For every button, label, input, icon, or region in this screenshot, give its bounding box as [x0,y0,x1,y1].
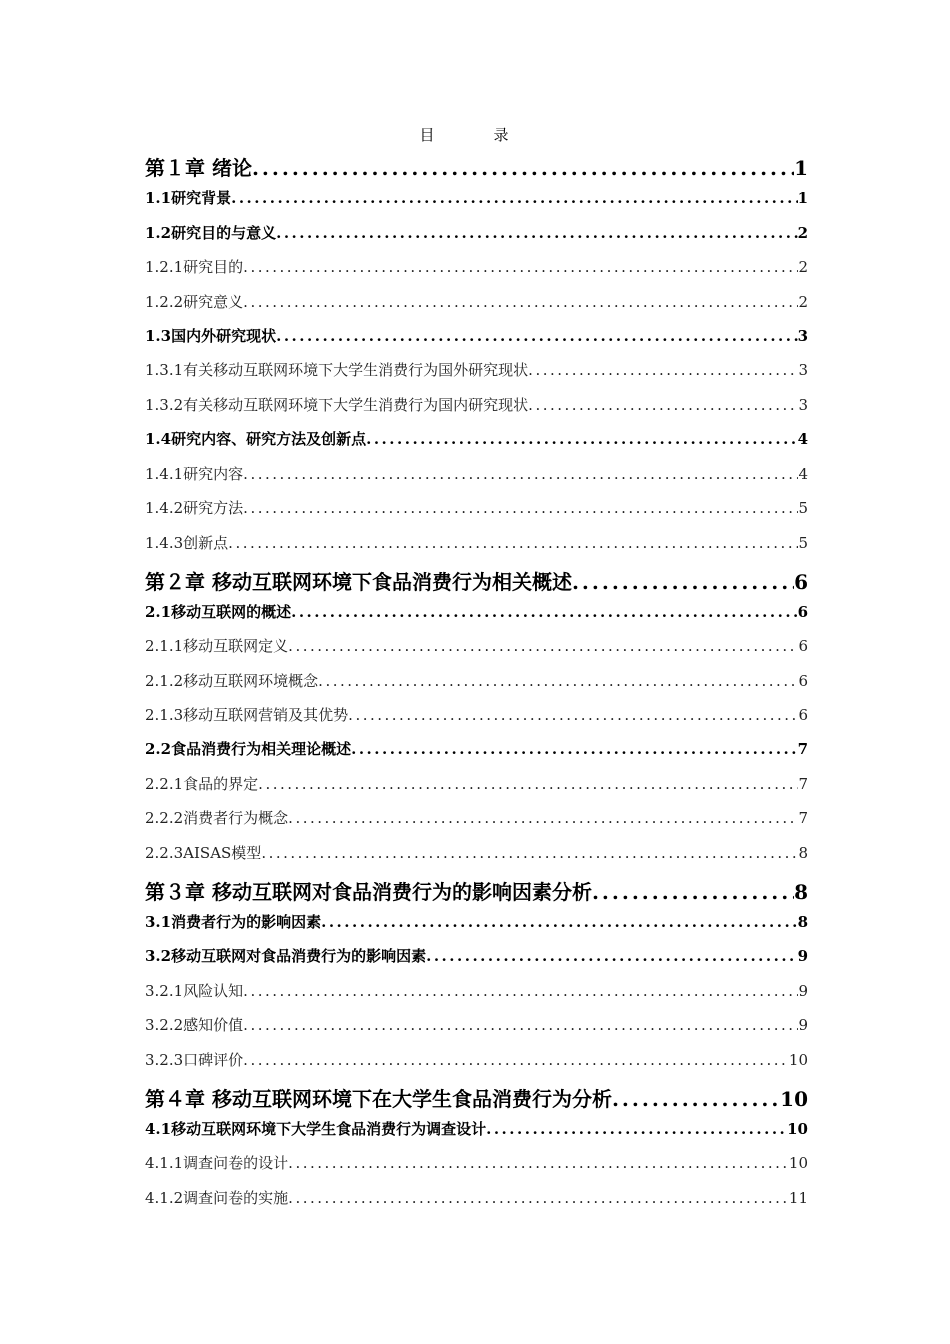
toc-entry[interactable] [145,1152,808,1173]
toc-entry-page-number: 9 [797,947,808,965]
toc-entry[interactable] [145,428,808,449]
toc-entry[interactable] [145,601,808,622]
toc-leader-dots [228,534,798,552]
toc-leader-dots [288,1154,789,1172]
toc-leader-dots [321,913,797,931]
toc-entry[interactable] [145,152,808,181]
toc-entry[interactable] [145,773,808,794]
toc-leader-dots [291,603,797,621]
toc-entry-label: 4.1.1调查问卷的设计 [145,1154,289,1172]
toc-entry[interactable] [145,876,808,905]
toc-entry[interactable] [145,325,808,346]
toc-entry-page-number: 10 [788,1154,808,1172]
toc-entry-label: 2.1.2移动互联网环境概念 [145,672,319,690]
toc-leader-dots [612,1087,780,1111]
toc-leader-dots [592,880,794,904]
toc-entry[interactable] [145,738,808,759]
toc-entry-page-number: 7 [798,775,808,793]
toc-leader-dots [572,570,794,594]
toc-entry-page-number: 10 [787,1120,808,1138]
toc-entry[interactable] [145,670,808,691]
toc-entry-page-number: 7 [798,809,808,827]
toc-entry[interactable] [145,222,808,243]
toc-entry-page-number: 5 [798,499,808,517]
toc-entry-label: 第３章 移动互联网对食品消费行为的影响因素分析 [145,880,592,904]
toc-leader-dots [288,637,798,655]
toc-entry-label: 3.2.3口碑评价 [145,1051,244,1069]
toc-entry-label: 1.2.1研究目的 [145,258,244,276]
toc-entry-label: 1.4研究内容、研究方法及创新点 [145,430,367,448]
toc-leader-dots [288,809,798,827]
toc-entry-page-number: 7 [797,740,808,758]
toc-entry-page-number: 6 [794,570,808,594]
toc-entry[interactable] [145,1049,808,1070]
toc-leader-dots [288,1189,789,1207]
toc-entry[interactable] [145,566,808,595]
toc-entry-page-number: 2 [797,224,808,242]
toc-leader-dots [258,775,798,793]
toc-leader-dots [243,465,798,483]
toc-entry-label: 4.1.2调查问卷的实施 [145,1189,289,1207]
toc-leader-dots [348,706,798,724]
toc-entry-page-number: 3 [797,327,808,345]
toc-entry-page-number: 8 [794,880,808,904]
toc-entry-label: 4.1移动互联网环境下大学生食品消费行为调查设计 [145,1120,487,1138]
toc-entry-label: 1.3.2有关移动互联网环境下大学生消费行为国内研究现状 [145,396,529,414]
toc-entry-label: 3.2.2感知价值 [145,1016,244,1034]
toc-entry-label: 1.1研究背景 [145,189,232,207]
toc-entry-label: 3.2.1风险认知 [145,982,244,1000]
toc-leader-dots [261,844,798,862]
toc-entry[interactable] [145,945,808,966]
toc-entry-page-number: 8 [797,913,808,931]
toc-entry-page-number: 6 [798,706,808,724]
toc-entry[interactable] [145,1118,808,1139]
toc-leader-dots [426,947,797,965]
toc-entry[interactable] [145,704,808,725]
toc-leader-dots [276,224,797,242]
toc-entry-label: 第１章 绪论 [145,156,252,180]
toc-leader-dots [243,1051,789,1069]
toc-entry-label: 2.2.1食品的界定 [145,775,259,793]
toc-entry-page-number: 2 [798,293,808,311]
toc-entry[interactable] [145,842,808,863]
toc-entry[interactable] [145,1083,808,1112]
toc-leader-dots [243,293,798,311]
toc-entry-label: 第２章 移动互联网环境下食品消费行为相关概述 [145,570,572,594]
toc-entry[interactable] [145,635,808,656]
toc-entry-label: 1.3国内外研究现状 [145,327,277,345]
toc-entry-label: 2.1移动互联网的概述 [145,603,292,621]
toc-entry[interactable] [145,532,808,553]
toc-entry-label: 3.1消费者行为的影响因素 [145,913,322,931]
toc-entry[interactable] [145,359,808,380]
toc-entry-page-number: 4 [798,465,808,483]
toc-entry-label: 2.2食品消费行为相关理论概述 [145,740,352,758]
toc-entry[interactable] [145,911,808,932]
toc-entry-page-number: 2 [798,258,808,276]
toc-leader-dots [243,982,798,1000]
toc-entry[interactable] [145,394,808,415]
toc-entry-label: 2.1.1移动互联网定义 [145,637,289,655]
toc-entry[interactable] [145,1187,808,1208]
toc-entry-label: 第４章 移动互联网环境下在大学生食品消费行为分析 [145,1087,612,1111]
toc-entry-label: 2.2.2消费者行为概念 [145,809,289,827]
toc-entry-page-number: 10 [788,1051,808,1069]
toc-entry-page-number: 9 [798,982,808,1000]
toc-leader-dots [366,430,797,448]
toc-entry-page-number: 8 [798,844,808,862]
toc-entry-label: 1.4.1研究内容 [145,465,244,483]
toc-title: 目 录 [419,126,531,144]
toc-entry-label: 3.2移动互联网对食品消费行为的影响因素 [145,947,427,965]
toc-leader-dots [276,327,797,345]
toc-leader-dots [486,1120,787,1138]
toc-leader-dots [243,499,798,517]
toc-entry[interactable] [145,807,808,828]
toc-entry[interactable] [145,463,808,484]
toc-leader-dots [243,258,798,276]
toc-entry-page-number: 11 [788,1189,808,1207]
toc-leader-dots [528,361,798,379]
toc-leader-dots [318,672,798,690]
toc-leader-dots [231,189,797,207]
toc-leader-dots [528,396,798,414]
toc-entry-page-number: 5 [798,534,808,552]
toc-entry-page-number: 6 [797,603,808,621]
toc-entry-page-number: 1 [794,156,808,180]
toc-entry[interactable] [145,256,808,277]
toc-entry-label: 1.3.1有关移动互联网环境下大学生消费行为国外研究现状 [145,361,529,379]
toc-entry-label: 1.2研究目的与意义 [145,224,277,242]
toc-entry-label: 1.2.2研究意义 [145,293,244,311]
toc-entry-page-number: 6 [798,637,808,655]
toc-entry-label: 2.2.3AISAS模型 [145,844,262,862]
toc-entry[interactable] [145,291,808,312]
toc-entry-page-number: 10 [780,1087,808,1111]
toc-entry-label: 2.1.3移动互联网营销及其优势 [145,706,349,724]
toc-leader-dots [243,1016,798,1034]
toc-leader-dots [351,740,797,758]
toc-entry-page-number: 4 [797,430,808,448]
toc-entry[interactable] [145,187,808,208]
toc-entry[interactable] [145,1014,808,1035]
toc-entry[interactable] [145,497,808,518]
toc-entry-page-number: 3 [798,361,808,379]
toc-entry-page-number: 6 [798,672,808,690]
toc-entry-page-number: 1 [797,189,808,207]
toc-entry-page-number: 9 [798,1016,808,1034]
toc-entry-page-number: 3 [798,396,808,414]
toc-entry-label: 1.4.2研究方法 [145,499,244,517]
toc-entry[interactable] [145,980,808,1001]
toc-leader-dots [252,156,794,180]
toc-entry-label: 1.4.3创新点 [145,534,229,552]
